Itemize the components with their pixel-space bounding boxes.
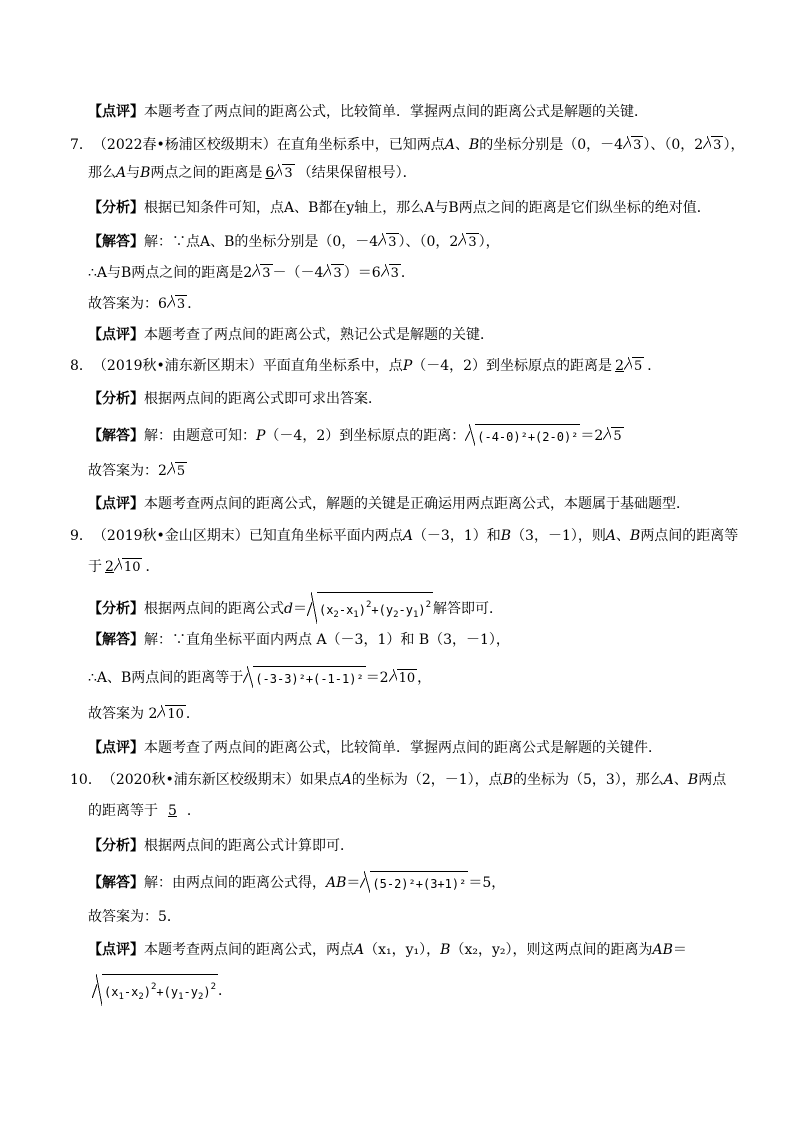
q9-solution-line-2 [88,666,431,689]
question-number: 8． [70,358,93,374]
var-b: B [468,137,480,153]
comment-text: 本题考查两点间的距离公式，两点 [144,942,354,958]
q10-stem-line-1 [70,770,726,790]
answer-blank [102,557,145,577]
solution-text: 解：∵点A、B的坐标分别是（0，－4 [144,234,379,250]
comment-text: 本题考查了两点间的距离公式，熟记公式是解题的关键． [144,327,494,343]
solution-text: ＝5， [468,874,506,891]
comment-text: ． [218,982,233,999]
question-number: 9． [70,528,93,544]
stem-text: 在直角坐标系中，已知两点 [276,137,445,153]
sqrt-3: 3 [388,235,397,250]
q7-final [88,294,201,314]
q6-comment [88,102,648,122]
sqrt-expression: (-3-3)²+(-1-1)² [253,666,365,689]
stem-text: ． [647,358,662,374]
distance-formula-general: $(x_1-x_2)^2+(y_1-y_2)^2$ [102,974,218,1007]
solution-text: ． [400,265,415,281]
sqrt-5: 5 [613,428,622,444]
separator: 、 [616,528,631,544]
q9-final [88,704,200,724]
q7-solution-line-1 [88,232,500,252]
stem-text: 的坐标分别是（0，－4 [479,137,624,153]
sqrt-3: 3 [468,235,477,250]
analysis-text: 根据两点间的距离公式 [144,600,284,617]
stem-text: 那么 [88,165,116,181]
stem-text: 两点间的距离等 [640,528,739,544]
answer-blank: 5 [168,803,177,819]
comment-text: ＝ [672,942,687,958]
q7-solution-line-2 [88,263,415,283]
stem-text: （－4，2）到坐标原点的距离是 [412,358,613,374]
comment-text: （x₂，y₂），则这两点间的距离为 [450,942,653,958]
solution-text: ∴A、B两点间的距离等于 [88,669,244,686]
var-p: P [402,358,413,374]
analysis-tag: 【分析】 [88,200,144,216]
sqrt-3: 3 [333,266,342,281]
analysis-text: 根据两点间的距离公式即可求出答案． [144,391,382,407]
final-answer-text: ． [187,296,202,312]
solution-text: ）、（0，2 [398,234,459,250]
q8-comment [88,494,690,514]
answer-blank [262,163,297,183]
stem-text: （－3，1）和 [412,528,501,544]
final-answer-text: ． [185,706,200,722]
var-b: B [500,528,512,544]
sqrt-10: 10 [398,670,416,686]
q10-stem-line-2 [88,801,201,821]
stem-text: 平面直角坐标系中，点 [262,358,403,374]
var-a: A [663,772,674,788]
analysis-tag: 【分析】 [88,600,144,617]
q10-comment-line-1 [88,940,687,960]
analysis-text: 根据已知条件可知，点A、B都在y轴上，那么A与B两点之间的距离是它们纵坐标的绝对值． [144,200,711,216]
answer-blank [612,356,647,376]
sqrt-10: 10 [123,560,141,575]
solution-text: 解：由题意可知： [144,427,256,444]
solution-tag: 【解答】 [88,632,144,648]
q7-stem-line-1 [70,135,744,155]
stem-text: 的距离等于 [88,803,158,819]
stem-text: 如果点 [299,772,342,788]
var-a: A [444,137,455,153]
separator: 、 [673,772,688,788]
q7-analysis [88,198,711,218]
analysis-tag: 【分析】 [88,838,144,854]
stem-text: ． [186,803,201,819]
stem-text: 的坐标为（5，3），那么 [512,772,664,788]
q8-analysis [88,389,382,409]
solution-tag: 【解答】 [88,874,144,891]
stem-text: 的坐标为（2，－1），点 [351,772,503,788]
question-source: （2020秋•浦东新区校级期末） [101,772,300,788]
solution-text: 解：∵直角坐标平面内两点 A（－3，1）和 B（3，－1）， [144,632,510,648]
comment-tag: 【点评】 [88,104,144,120]
q9-comment [88,738,662,758]
var-a: A [354,942,365,958]
stem-text: 两点 [698,772,727,788]
final-answer-text: 故答案为：2 [88,463,167,479]
q9-stem-line-2 [88,557,159,577]
var-b: B [502,772,513,788]
comment-text: 本题考查了两点间的距离公式，比较简单．掌握两点间的距离公式是解题的关键件． [144,740,662,756]
stem-text: ）， [723,137,745,153]
stem-text: ． [145,559,160,575]
q9-stem-line-1 [70,526,738,546]
stem-text: 于 [88,559,102,575]
analysis-text: 根据两点间的距离公式计算即可． [144,838,354,854]
solution-text: ∴A与B两点之间的距离是2 [88,265,253,281]
comment-tag: 【点评】 [88,327,144,343]
solution-text: －（－4 [272,265,324,281]
sqrt-3: 3 [262,266,271,281]
final-answer-text: 故答案为：6 [88,296,167,312]
q10-solution [88,871,505,894]
sqrt-expression: (5-2)²+(3+1)² [370,871,468,894]
question-source: （2019秋•浦东新区期末） [92,358,263,374]
comment-text: （x₁，y₁）， [364,942,441,958]
sqrt-3: 3 [633,138,642,153]
var-a: A [116,165,127,181]
question-number: 7． [70,137,93,153]
question-source: （2022春•杨浦区校级期末） [92,137,277,153]
q10-analysis [88,836,354,856]
var-p: P [256,427,266,444]
comment-text: 本题考查两点间的距离公式，解题的关键是正确运用两点距离公式，本题属于基础题型． [144,496,690,512]
solution-text: ）＝6 [343,265,381,281]
var-ab: AB [326,874,347,891]
answer-coef: 2 [105,559,114,575]
var-a: A [341,772,352,788]
q8-solution [88,424,624,447]
sqrt-5: 5 [633,359,643,374]
var-b: B [440,942,451,958]
analysis-tag: 【分析】 [88,391,144,407]
stem-text: 已知直角坐标平面内两点 [248,528,403,544]
comment-tag: 【点评】 [88,740,144,756]
answer-coef: 2 [615,358,624,374]
solution-text: ＝2 [580,427,604,444]
distance-formula-general: $(x_2-x_1)^2+(y_2-y_1)^2$ [317,592,433,625]
answer-coef: 6 [265,165,275,181]
stem-text: ）、（0，2 [643,137,704,153]
q7-comment [88,325,494,345]
comment-tag: 【点评】 [88,942,144,958]
stem-text: （结果保留根号）． [297,165,417,181]
sqrt-10: 10 [167,707,184,722]
final-answer-text: 故答案为：5． [88,909,181,925]
sqrt-3: 3 [390,266,399,281]
sqrt-5: 5 [176,464,186,479]
solution-tag: 【解答】 [88,427,144,444]
question-source: （2019秋•金山区期末） [92,528,249,544]
var-b: B [140,165,151,181]
solution-text: ＝2 [365,669,389,686]
sqrt-3: 3 [176,297,186,312]
analysis-text: 解答即可． [433,600,504,617]
separator: 、 [454,137,469,153]
q10-final [88,907,181,927]
stem-text: （3，－1），则 [511,528,606,544]
var-d: d [284,600,293,617]
var-ab: AB [652,942,673,958]
comment-tag: 【点评】 [88,496,144,512]
var-a: A [402,528,413,544]
q8-stem [70,356,661,376]
sqrt-expression: (-4-0)²+(2-0)² [475,424,580,447]
comment-text: 本题考查了两点间的距离公式，比较简单．掌握两点间的距离公式是解题的关键． [144,104,648,120]
stem-text: 与 [126,165,141,181]
equals: ＝ [346,874,361,891]
var-b: B [630,528,641,544]
sqrt-3: 3 [284,166,293,181]
question-number: 10． [70,772,102,788]
q8-final [88,461,187,481]
stem-text: 两点之间的距离是 [150,165,263,181]
var-b: B [687,772,699,788]
sqrt-3: 3 [713,138,722,153]
solution-text: 解：由两点间的距离公式得， [144,874,326,891]
solution-text: ， [417,669,432,686]
q9-solution-line-1 [88,630,510,650]
q10-comment-line-2 [92,974,232,1007]
q7-stem-line-2 [88,163,417,183]
q9-analysis [88,592,503,625]
solution-tag: 【解答】 [88,234,144,250]
solution-text: ）， [478,234,500,250]
final-answer-text: 故答案为 2 [88,706,158,722]
solution-text: （－4，2）到坐标原点的距离： [265,427,466,444]
equals: ＝ [292,600,307,617]
var-a: A [605,528,617,544]
